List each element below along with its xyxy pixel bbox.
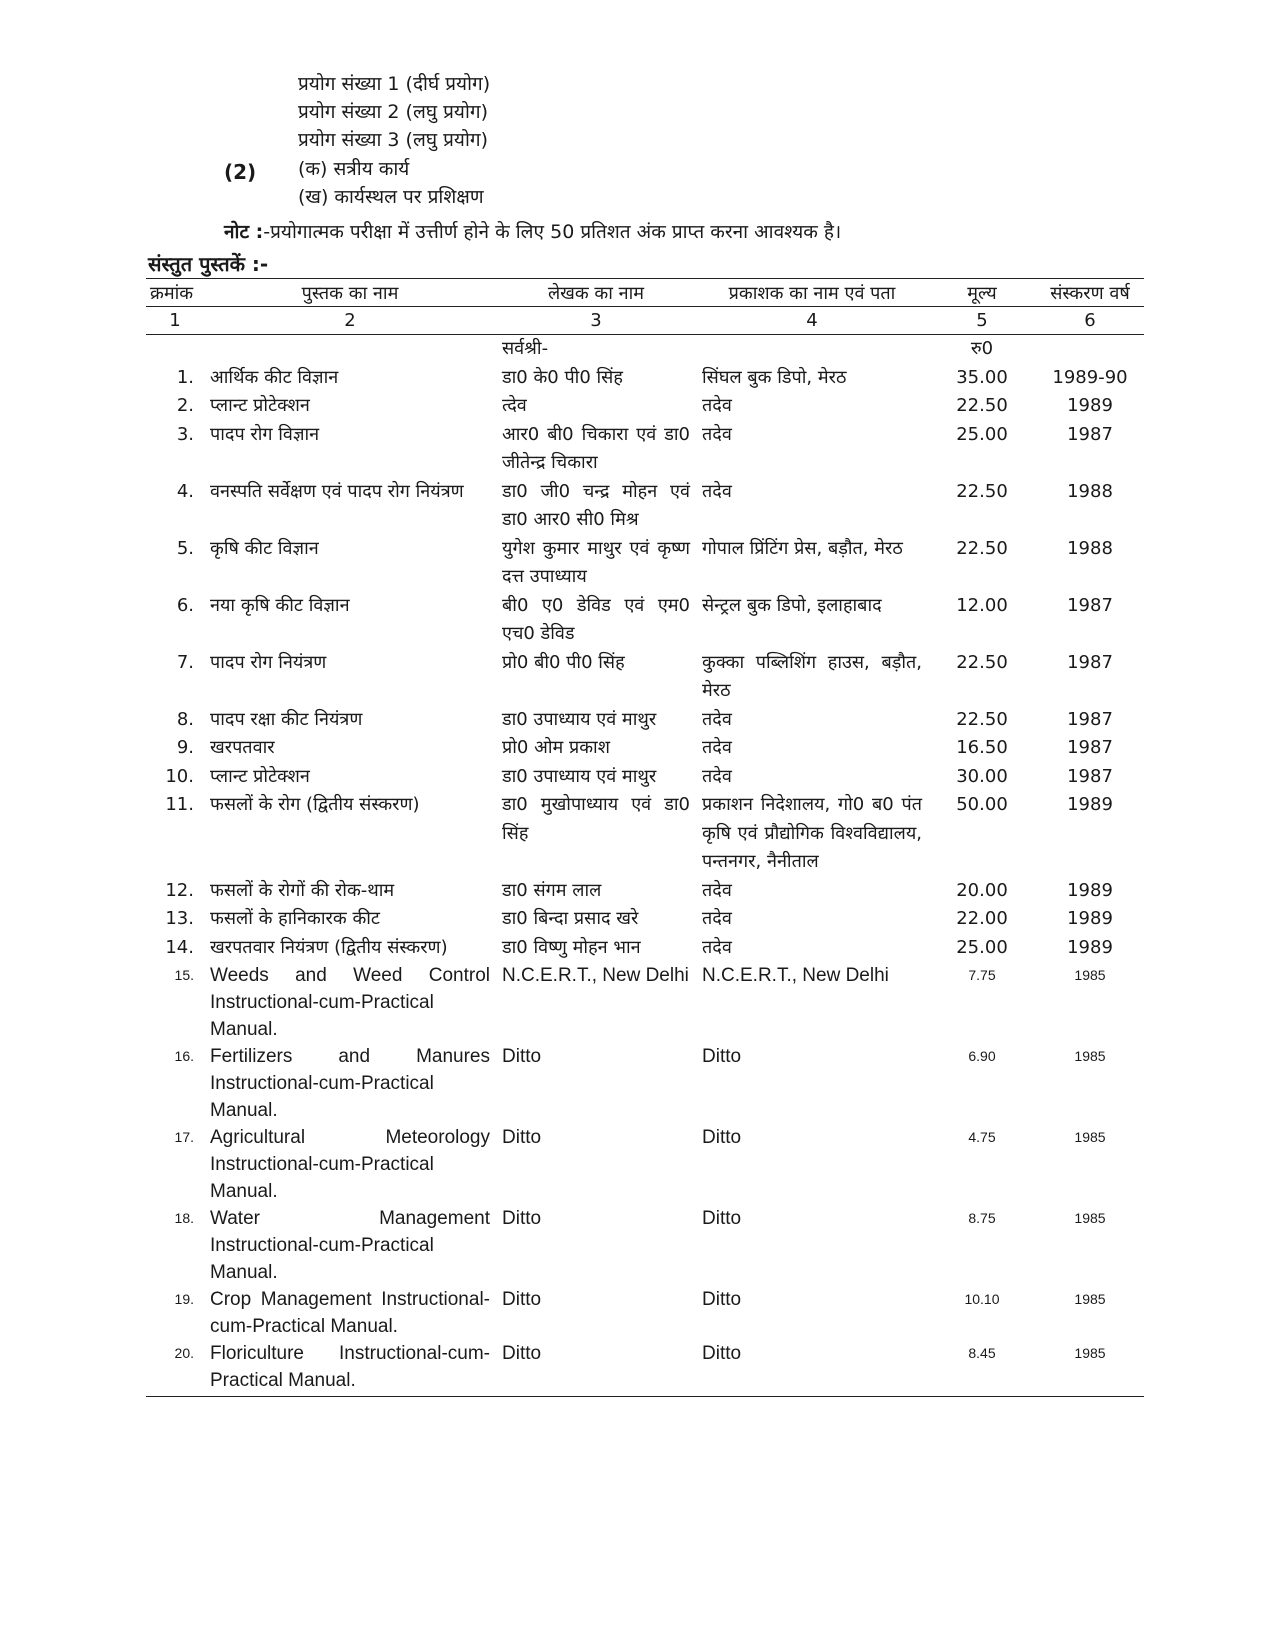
book-year: 1987 — [1067, 423, 1113, 445]
serial-number: 14. — [165, 936, 194, 958]
book-price: 20.00 — [956, 879, 1008, 901]
book-year: 1985 — [1074, 1210, 1106, 1226]
book-author: डा0 मुखोपाध्याय एवं डा0 सिंह — [502, 794, 690, 844]
book-publisher: कुक्का पब्लिशिंग हाउस, बड़ौत, मेरठ — [702, 651, 922, 701]
book-price: 7.75 — [968, 967, 996, 983]
book-title: फसलों के रोगों की रोक-थाम — [210, 879, 395, 901]
serial-number: 10. — [165, 765, 194, 787]
book-title: कृषि कीट विज्ञान — [210, 537, 319, 559]
serial-number: 8. — [176, 708, 194, 730]
book-year: 1985 — [1036, 1340, 1144, 1397]
table-row — [146, 962, 1144, 1043]
book-publisher: तदेव — [702, 708, 732, 730]
book-price: 16.50 — [956, 737, 1008, 758]
book-title: खरपतवार — [210, 737, 275, 758]
column-number: 4 — [696, 307, 928, 335]
table-row — [146, 1286, 1144, 1340]
column-number: 2 — [204, 307, 496, 335]
currency-label: रु0 — [970, 338, 994, 359]
book-author: आर0 बी0 चिकारा एवं डा0 जीतेन्द्र चिकारा — [502, 423, 690, 473]
serial-number: 16. — [174, 1048, 194, 1064]
table-row — [146, 364, 1144, 393]
note-text — [224, 218, 841, 244]
book-year: 1985 — [1074, 1291, 1106, 1307]
book-year: 1985 — [1074, 1129, 1106, 1145]
book-author: त्देव — [502, 395, 527, 416]
book-title: पादप रोग विज्ञान — [210, 423, 320, 445]
book-price: 22.00 — [956, 908, 1008, 929]
book-title: Fertilizers and Manures Instructional-cum-Practical Manual. — [210, 1046, 490, 1121]
serial-number: 5. — [176, 537, 194, 559]
table-row — [146, 649, 1144, 706]
book-title: Floriculture Instructional-cum-Practical Manual. — [204, 1340, 496, 1397]
experiment-line-2: प्रयोग संख्या 2 (लघु प्रयोग) — [298, 101, 488, 123]
header-author-name: लेखक का नाम — [496, 279, 696, 307]
book-price: 22.50 — [956, 708, 1008, 730]
header-serial: क्रमांक — [146, 279, 204, 307]
note-body: -प्रयोगात्मक परीक्षा में उत्तीर्ण होने के लिए 50 प्रतिशत अंक प्राप्त करना आवश्यक है। — [263, 221, 842, 243]
books-table — [146, 278, 1144, 1397]
table-row — [146, 592, 1144, 649]
serial-number: 7. — [176, 651, 194, 673]
book-price: 10.10 — [964, 1291, 1000, 1307]
book-price: 8.75 — [968, 1210, 996, 1226]
book-year: 1987 — [1067, 651, 1113, 673]
book-title: प्लान्ट प्रोटेक्शन — [210, 765, 310, 787]
book-publisher: तदेव — [702, 936, 732, 958]
book-price: 22.50 — [956, 480, 1008, 502]
serial-number: 18. — [174, 1210, 194, 1226]
experiment-line-1: प्रयोग संख्या 1 (दीर्घ प्रयोग) — [298, 73, 491, 95]
recommended-books-heading: संस्तुत पुस्तकें :- — [148, 252, 269, 276]
book-author: डा0 उपाध्याय एवं माथुर — [502, 708, 657, 730]
table-row — [146, 392, 1144, 421]
book-year: 1989 — [1067, 395, 1113, 416]
book-author: Ditto — [502, 1127, 542, 1148]
book-price: 6.90 — [968, 1048, 996, 1064]
book-title: प्लान्ट प्रोटेक्शन — [210, 395, 310, 416]
table-row — [146, 1124, 1144, 1205]
book-publisher: तदेव — [702, 765, 732, 787]
book-year: 1987 — [1067, 765, 1113, 787]
header-book-name: पुस्तक का नाम — [204, 279, 496, 307]
header-publisher: प्रकाशक का नाम एवं पता — [696, 279, 928, 307]
column-number: 5 — [928, 307, 1036, 335]
table-row — [146, 421, 1144, 478]
book-title: Weeds and Weed Control Instructional-cum-Practical Manual. — [210, 965, 490, 1040]
serial-number: 15. — [174, 967, 194, 983]
book-author: डा0 उपाध्याय एवं माथुर — [502, 765, 657, 787]
book-author: Ditto — [496, 1340, 696, 1397]
table-row — [146, 1043, 1144, 1124]
book-title: वनस्पति सर्वेक्षण एवं पादप रोग नियंत्रण — [210, 480, 464, 502]
table-row — [146, 877, 1144, 906]
book-author: प्रो0 बी0 पी0 सिंह — [502, 651, 625, 673]
book-year: 1988 — [1067, 480, 1113, 502]
book-publisher: तदेव — [702, 737, 732, 758]
book-author: N.C.E.R.T., New Delhi — [502, 965, 689, 986]
header-price: मूल्य — [928, 279, 1036, 307]
table-row — [146, 934, 1144, 963]
table-row — [146, 791, 1144, 877]
serial-number: 17. — [174, 1129, 194, 1145]
authors-prefix: सर्वश्री- — [502, 338, 549, 359]
book-price: 35.00 — [956, 366, 1008, 388]
book-price: 22.50 — [956, 537, 1008, 559]
serial-number: 19. — [174, 1291, 194, 1307]
column-number-row — [146, 307, 1144, 335]
book-year: 1985 — [1074, 1048, 1106, 1064]
book-author: Ditto — [502, 1046, 542, 1067]
book-publisher: तदेव — [702, 908, 732, 929]
book-publisher: Ditto — [702, 1127, 742, 1148]
book-price: 22.50 — [956, 395, 1008, 416]
book-title: Water Management Instructional-cum-Practical Manual. — [210, 1208, 490, 1283]
serial-number: 3. — [176, 423, 194, 445]
book-publisher: सिंघल बुक डिपो, मेरठ — [702, 366, 847, 388]
header-edition-year: संस्करण वर्ष — [1036, 279, 1144, 307]
table-row — [146, 763, 1144, 792]
book-author: Ditto — [502, 1208, 542, 1229]
book-title: फसलों के हानिकारक कीट — [210, 908, 381, 929]
book-price: 25.00 — [956, 423, 1008, 445]
prefix-row — [146, 335, 1144, 364]
book-title: Crop Management Instructional-cum-Practical Manual. — [210, 1289, 490, 1337]
book-author: डा0 बिन्दा प्रसाद खरे — [502, 908, 639, 929]
book-publisher: तदेव — [702, 879, 732, 901]
book-title: आर्थिक कीट विज्ञान — [210, 366, 339, 388]
book-price: 12.00 — [956, 594, 1008, 616]
book-year: 1989 — [1067, 936, 1113, 958]
book-year: 1987 — [1067, 594, 1113, 616]
book-year: 1989 — [1067, 794, 1113, 815]
book-year: 1989 — [1067, 879, 1113, 901]
serial-number: 13. — [165, 908, 194, 929]
serial-number: 4. — [176, 480, 194, 502]
column-number: 6 — [1036, 307, 1144, 335]
book-year: 1987 — [1067, 708, 1113, 730]
book-title: Agricultural Meteorology Instructional-cum-Practical Manual. — [210, 1127, 490, 1202]
book-publisher: Ditto — [696, 1340, 928, 1397]
table-row — [146, 1340, 1144, 1397]
book-author: बी0 ए0 डेविड एवं एम0 एच0 डेविड — [502, 594, 690, 644]
book-publisher: गोपाल प्रिंटिंग प्रेस, बड़ौत, मेरठ — [702, 537, 903, 559]
experiment-line-3: प्रयोग संख्या 3 (लघु प्रयोग) — [298, 129, 488, 151]
book-year: 1985 — [1074, 967, 1106, 983]
book-publisher: तदेव — [702, 423, 732, 445]
table-row — [146, 535, 1144, 592]
serial-number: 2. — [176, 395, 194, 416]
book-publisher: Ditto — [702, 1046, 742, 1067]
table-row — [146, 905, 1144, 934]
book-author: प्रो0 ओम प्रकाश — [502, 737, 610, 758]
book-price: 4.75 — [968, 1129, 996, 1145]
table-row — [146, 706, 1144, 735]
book-publisher: N.C.E.R.T., New Delhi — [702, 965, 889, 986]
book-publisher: तदेव — [702, 395, 732, 416]
note-label: नोट : — [224, 221, 264, 243]
book-title: नया कृषि कीट विज्ञान — [210, 594, 350, 616]
book-title: पादप रोग नियंत्रण — [210, 651, 327, 673]
book-year: 1987 — [1067, 737, 1113, 758]
table-header-row — [146, 279, 1144, 307]
book-publisher: सेन्ट्रल बुक डिपो, इलाहाबाद — [702, 594, 882, 616]
section-number: (2) — [224, 160, 257, 184]
table-row — [146, 734, 1144, 763]
table-row — [146, 478, 1144, 535]
book-price: 8.45 — [928, 1340, 1036, 1397]
book-price: 30.00 — [956, 765, 1008, 787]
book-price: 22.50 — [956, 651, 1008, 673]
serial-number: 6. — [176, 594, 194, 616]
column-number: 1 — [146, 307, 204, 335]
serial-number: 9. — [176, 737, 194, 758]
book-title: पादप रक्षा कीट नियंत्रण — [210, 708, 363, 730]
book-publisher: प्रकाशन निदेशालय, गो0 ब0 पंत कृषि एवं प्रौद्योगिक विश्वविद्यालय, पन्तनगर, नैनीताल — [702, 794, 922, 872]
sessional-work-line: (क) सत्रीय कार्य — [298, 158, 410, 180]
column-number: 3 — [496, 307, 696, 335]
book-price: 25.00 — [956, 936, 1008, 958]
book-title: खरपतवार नियंत्रण (द्वितीय संस्करण) — [210, 936, 448, 958]
book-title: फसलों के रोग (द्वितीय संस्करण) — [210, 794, 420, 815]
book-author: डा0 के0 पी0 सिंह — [502, 366, 623, 388]
book-author: डा0 संगम लाल — [502, 879, 602, 901]
book-publisher: Ditto — [702, 1208, 742, 1229]
book-author: डा0 जी0 चन्द्र मोहन एवं डा0 आर0 सी0 मिश्र — [502, 480, 690, 530]
book-price: 50.00 — [956, 794, 1008, 815]
book-author: युगेश कुमार माथुर एवं कृष्ण दत्त उपाध्याय — [502, 537, 690, 587]
book-author: Ditto — [502, 1289, 542, 1310]
serial-number: 1. — [176, 366, 194, 388]
serial-number: 11. — [165, 794, 194, 815]
book-publisher: तदेव — [702, 480, 732, 502]
workplace-training-line: (ख) कार्यस्थल पर प्रशिक्षण — [298, 186, 484, 208]
serial-number: 20. — [146, 1340, 204, 1397]
table-row — [146, 1205, 1144, 1286]
book-author: डा0 विष्णु मोहन भान — [502, 936, 641, 958]
book-year: 1989 — [1067, 908, 1113, 929]
book-year: 1989-90 — [1052, 366, 1128, 388]
serial-number: 12. — [165, 879, 194, 901]
book-publisher: Ditto — [702, 1289, 742, 1310]
book-year: 1988 — [1067, 537, 1113, 559]
